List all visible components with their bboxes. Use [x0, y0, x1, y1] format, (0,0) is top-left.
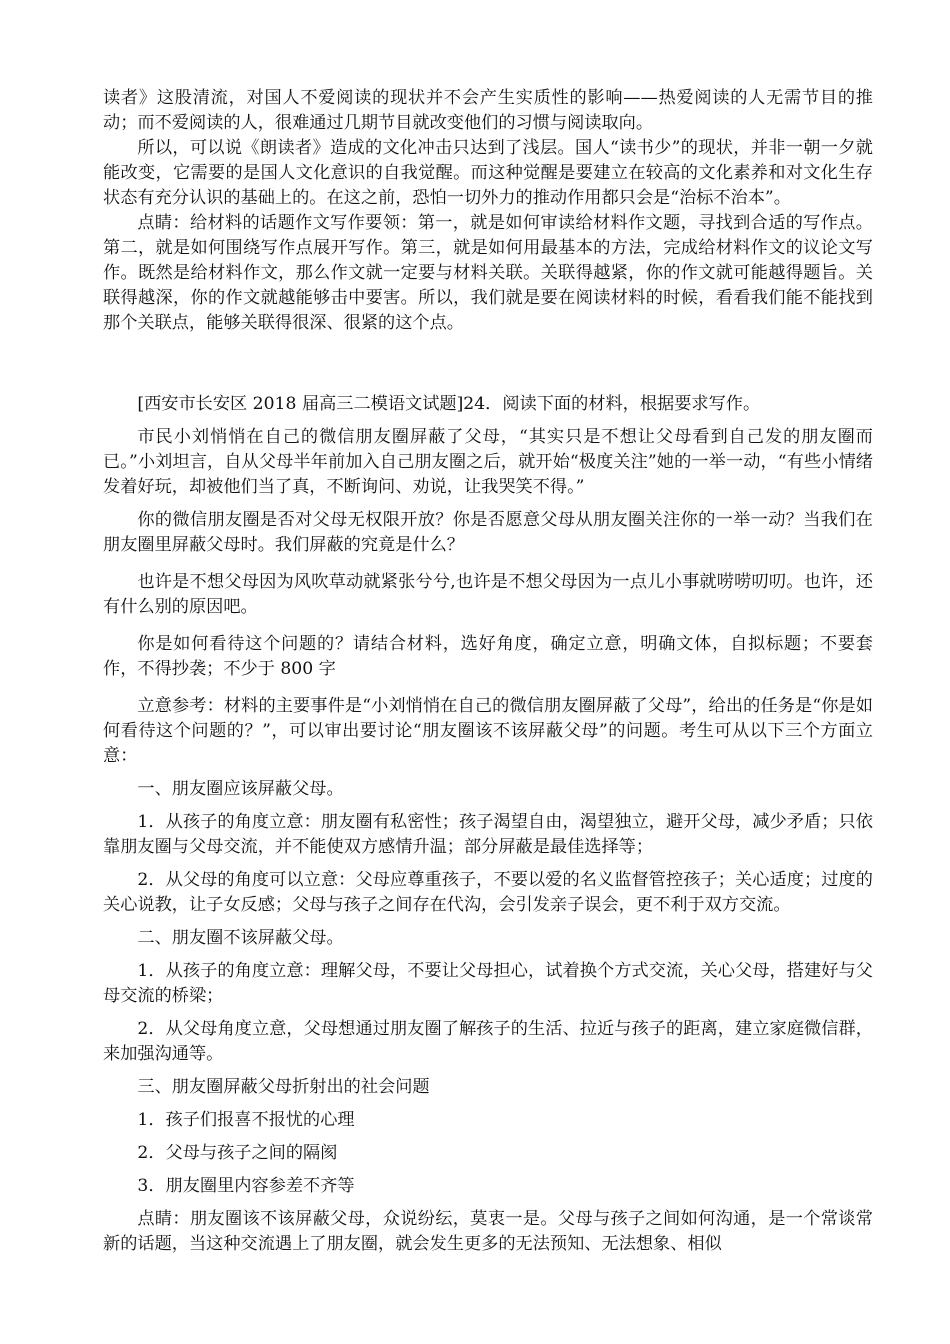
- list-item: 1．从孩子的角度立意：朋友圈有私密性；孩子渴望自由，渴望独立，避开父母，减少矛盾；只依靠朋友圈与父母交流，并不能使双方感情升温；部分屏蔽是最佳选择等；: [103, 812, 873, 857]
- paragraph: 所以，可以说《朗读者》造成的文化冲击只达到了浅层。国人“读书少”的现状，并非一朝一夕就能改变，它需要的是国人文化意识的自我觉醒。而这种觉醒是要建立在较高的文化素养和对文化生存状态有充分认识的基础上的。在这之前，恐怕一切外力的推动作用都只会是“治标不治本”。: [103, 138, 873, 208]
- commentary-paragraph: 点睛：给材料的话题作文写作要领：第一，就是如何审读给材料作文题，寻找到合适的写作点。第二，就是如何围绕写作点展开写作。第三，就是如何用最基本的方法，完成给材料作文的议论文写作。既然是给材料作文，那么作文就一定要与材料关联。关联得越紧，你的作文就可能越得题旨。关联得越深，你的作文就越能够击中要害。所以，我们就是要在阅读材料的时候，看看我们能不能找到那个关联点，能够关联得很深、很紧的这个点。: [103, 213, 873, 333]
- material-paragraph: 也许是不想父母因为风吹草动就紧张兮兮,也许是不想父母因为一点儿小事就唠唠叨叨。也许，还有什么别的原因吧。: [103, 572, 873, 617]
- list-item: 2．父母与孩子之间的隔阂: [137, 1143, 338, 1163]
- document-page: [103, 86, 873, 1257]
- reference-paragraph: 立意参考：材料的主要事件是“小刘悄悄在自己的微信朋友圈屏蔽了父母”，给出的任务是“你是如何看待这个问题的？”，可以审出要讨论“朋友圈该不该屏蔽父母”的问题。考生可从以下三个方面立意：: [103, 696, 873, 766]
- material-paragraph: 市民小刘悄悄在自己的微信朋友圈屏蔽了父母，“其实只是不想让父母看到自己发的朋友圈而已。”小刘坦言，自从父母半年前加入自己朋友圈之后，就开始“极度关注”她的一举一动，“有些小情绪发着好玩，却被他们当了真，不断询问、劝说，让我哭笑不得。”: [103, 427, 873, 497]
- list-item: 2．从父母的角度可以立意：父母应尊重孩子，不要以爱的名义监督管控孩子；关心适度；过度的关心说教，让子女反感；父母与孩子之间存在代沟，会引发亲子误会，更不利于双方交流。: [103, 870, 873, 915]
- heading-one: 一、朋友圈应该屏蔽父母。: [137, 779, 344, 799]
- heading-three: 三、朋友圈屏蔽父母折射出的社会问题: [137, 1077, 430, 1097]
- material-paragraph: 你的微信朋友圈是否对父母无权限开放？你是否愿意父母从朋友圈关注你的一举一动？当我们在朋友圈里屏蔽父母时。我们屏蔽的究竟是什么？: [103, 510, 873, 555]
- list-item: 2．从父母角度立意，父母想通过朋友圈了解孩子的生活、拉近与孩子的距离，建立家庭微信群，来加强沟通等。: [103, 1019, 873, 1064]
- list-item: 3．朋友圈里内容参差不齐等: [137, 1176, 355, 1196]
- commentary-paragraph: 点睛：朋友圈该不该屏蔽父母，众说纷纭，莫衷一是。父母与孩子之间如何沟通，是一个常谈常新的话题，当这种交流遇上了朋友圈，就会发生更多的无法预知、无法想象、相似: [103, 1209, 873, 1254]
- list-item: 1．孩子们报喜不报忧的心理: [137, 1110, 355, 1130]
- section-spacer: [103, 336, 873, 392]
- question-header: [西安市长安区 2018 届高三二模语文试题]24．阅读下面的材料，根据要求写作。: [137, 394, 761, 414]
- writing-requirement: 你是如何看待这个问题的？请结合材料，选好角度，确定立意，明确文体，自拟标题；不要套作，不得抄袭；不少于 800 字: [103, 634, 873, 679]
- heading-two: 二、朋友圈不该屏蔽父母。: [137, 928, 344, 948]
- paragraph: 读者》这股清流，对国人不爱阅读的现状并不会产生实质性的影响——热爱阅读的人无需节目的推动；而不爱阅读的人，很难通过几期节目就改变他们的习惯与阅读取向。: [103, 88, 873, 133]
- list-item: 1．从孩子的角度立意：理解父母，不要让父母担心，试着换个方式交流，关心父母，搭建好与父母交流的桥梁；: [103, 961, 873, 1006]
